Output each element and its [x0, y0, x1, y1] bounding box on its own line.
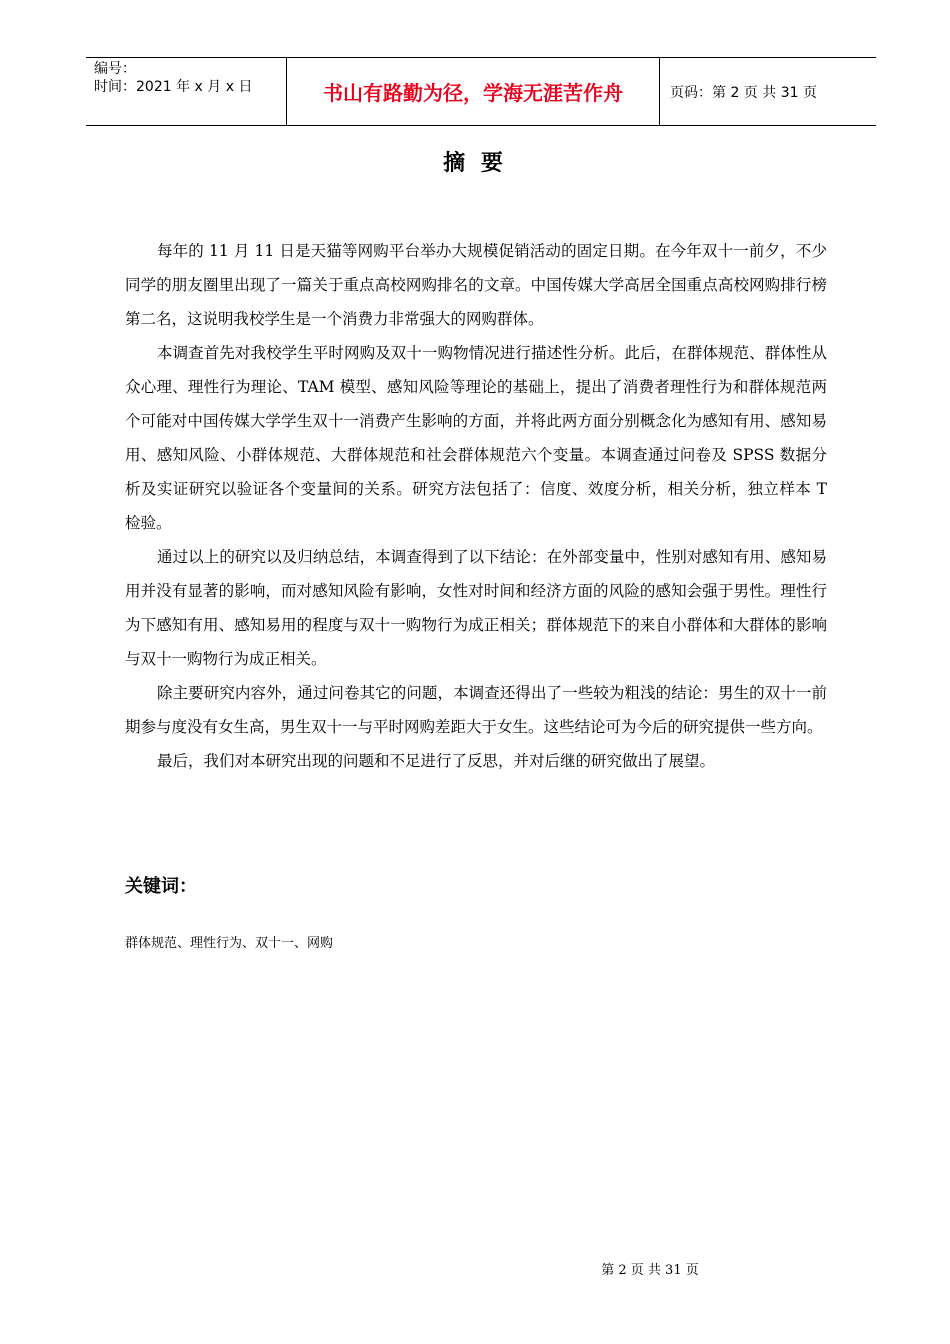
page-footer: 第 2 页 共 31 页 [601, 1263, 699, 1278]
abstract-paragraph: 最后，我们对本研究出现的问题和不足进行了反思，并对后继的研究做出了展望。 [157, 752, 716, 770]
abstract-paragraph: 每年的 11 月 11 日是天猫等网购平台举办大规模促销活动的固定日期。在今年双十一前夕，不少同学的朋友圈里出现了一篇关于重点高校网购排名的文章。中国传媒大学高居全国重点高校网购排行榜第二名，这说明我校学生是一个消费力非常强大的网购群体。 [125, 242, 827, 328]
abstract-body [125, 234, 827, 778]
header-page-info: 页码：第 2 页 共 31 页 [670, 84, 817, 101]
header-motto: 书山有路勤为径，学海无涯苦作舟 [286, 58, 660, 125]
document-number-label: 编号： [94, 61, 136, 77]
keywords-heading: 关键词： [125, 876, 197, 897]
abstract-paragraph: 除主要研究内容外，通过问卷其它的问题，本调查还得出了一些较为粗浅的结论：男生的双十一前期参与度没有女生高，男生双十一与平时网购差距大于女生。这些结论可为今后的研究提供一些方向。 [125, 684, 827, 736]
page-header [86, 57, 876, 126]
document-time-label: 时间：2021 年 x 月 x 日 [94, 79, 253, 95]
header-info [86, 58, 286, 125]
abstract-paragraph: 通过以上的研究以及归纳总结，本调查得到了以下结论：在外部变量中，性别对感知有用、感知易用并没有显著的影响，而对感知风险有影响，女性对时间和经济方面的风险的感知会强于男性。理性行为下感知有用、感知易用的程度与双十一购物行为成正相关；群体规范下的来自小群体和大群体的影响与双十一购物行为成正相关。 [125, 548, 827, 668]
keywords-list: 群体规范、理性行为、双十一、网购 [125, 936, 334, 951]
page-title: 摘 要 [443, 151, 507, 176]
abstract-paragraph: 本调查首先对我校学生平时网购及双十一购物情况进行描述性分析。此后，在群体规范、群体性从众心理、理性行为理论、TAM 模型、感知风险等理论的基础上，提出了消费者理性行为和群体规范两个可能对中国传媒大学学生双十一消费产生影响的方面，并将此两方面分别概念化为感知有用、感知易用、感知风险、小群体规范、大群体规范和社会群体规范六个变量。本调查通过问卷及 SPSS 数据分析及实证研究以验证各个变量间的关系。研究方法包括了：信度、效度分析，相关分析，独立样本 T 检验。 [125, 344, 827, 532]
